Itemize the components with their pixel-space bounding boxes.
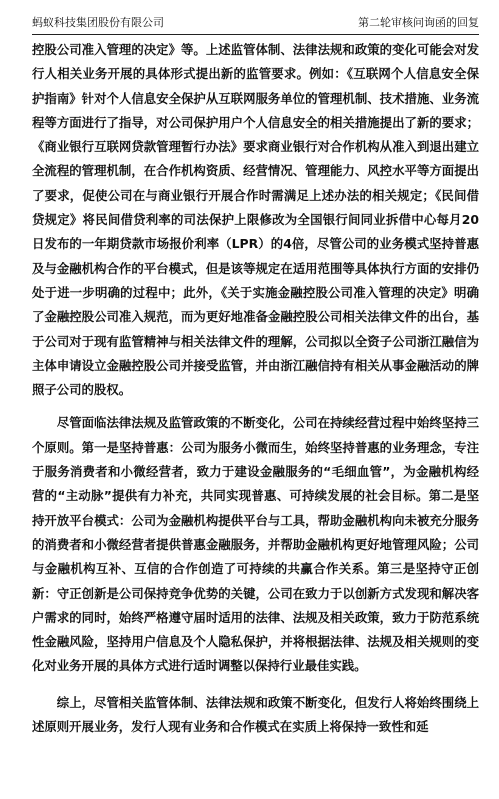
paragraph-regulation-changes: 控股公司准入管理的决定》等。上述监管体制、法律法规和政策的变化可能会对发行人相关业务开展的具体形式提出新的监管要求。例如：《互联网个人信息安全保护指南》针对个人信息安全保护从互联网服务单位的管理机制、技术措施、业务流程等方面进行了指导，对公司保护用户个人信息安全的相关措施提出了新的要求；《商业银行互联网贷款管理暂行办法》要求商业银行对合作机构从准入到退出建立全流程的管理机制，在合作机构资质、经营情况、管理能力、风控水平等方面提出了要求，促使公司在与商业银行开展合作时需满足上述办法的相关规定；《民间借贷规定》将民间借贷利率的司法保护上限修改为全国银行间同业拆借中心每月20日发布的一年期贷款市场报价利率（LPR）的4倍，尽管公司的业务模式坚持普惠及与金融机构合作的平台模式，但是该等规定在适用范围等具体执行方面的安排仍处于进一步明确的过程中；此外，《关于实施金融控股公司准入管理的决定》明确了金融控股公司准入规范，而为更好地准备金融控股公司相关法律文件的出台，基于公司对于现有监管精神与相关法律文件的理解，公司拟以全资子公司浙江融信为主体申请设立金融控股公司并接受监管，并由浙江融信持有相关从事金融活动的牌照子公司的股权。: [32, 42, 479, 398]
paragraph-spacer: [32, 679, 479, 691]
paragraph-three-principles: 尽管面临法律法规及监管政策的不断变化，公司在持续经营过程中始终坚持三个原则。第一是坚持普惠：公司为服务小微而生，始终坚持普惠的业务理念，专注于服务消费者和小微经营者，致力于建设金融服务的“毛细血管”，为金融机构经营的“主动脉”提供有力补充，共同实现普惠、可持续发展的社会目标。第二是坚持开放平台模式：公司为金融机构提供平台与工具，帮助金融机构向未被充分服务的消费者和小微经营者提供普惠金融服务，并帮助金融机构更好地管理风险；公司与金融机构互补、互信的合作创造了可持续的共赢合作关系。第三是坚持守正创新：守正创新是公司保持竞争优势的关键，公司在致力于以创新方式发现和解决客户需求的同时，始终严格遵守届时适用的法律、法规及相关政策，致力于防范系统性金融风险，坚持用户信息及个人隐私保护，并将根据法律、法规及相关规则的变化对业务开展的具体方式进行适时调整以保持行业最佳实践。: [32, 415, 479, 674]
paragraph-conclusion: 综上，尽管相关监管体制、法律法规和政策不断变化，但发行人将始终围绕上述原则开展业务，发行人现有业务和合作模式在实质上将保持一致性和延: [32, 694, 479, 735]
paragraph-spacer: [32, 402, 479, 411]
header-document-title: 第二轮审核问询函的回复: [358, 16, 479, 29]
page-header: [32, 10, 479, 35]
header-company-name: 蚂蚁科技集团股份有限公司: [32, 16, 164, 29]
document-body: [32, 38, 479, 739]
